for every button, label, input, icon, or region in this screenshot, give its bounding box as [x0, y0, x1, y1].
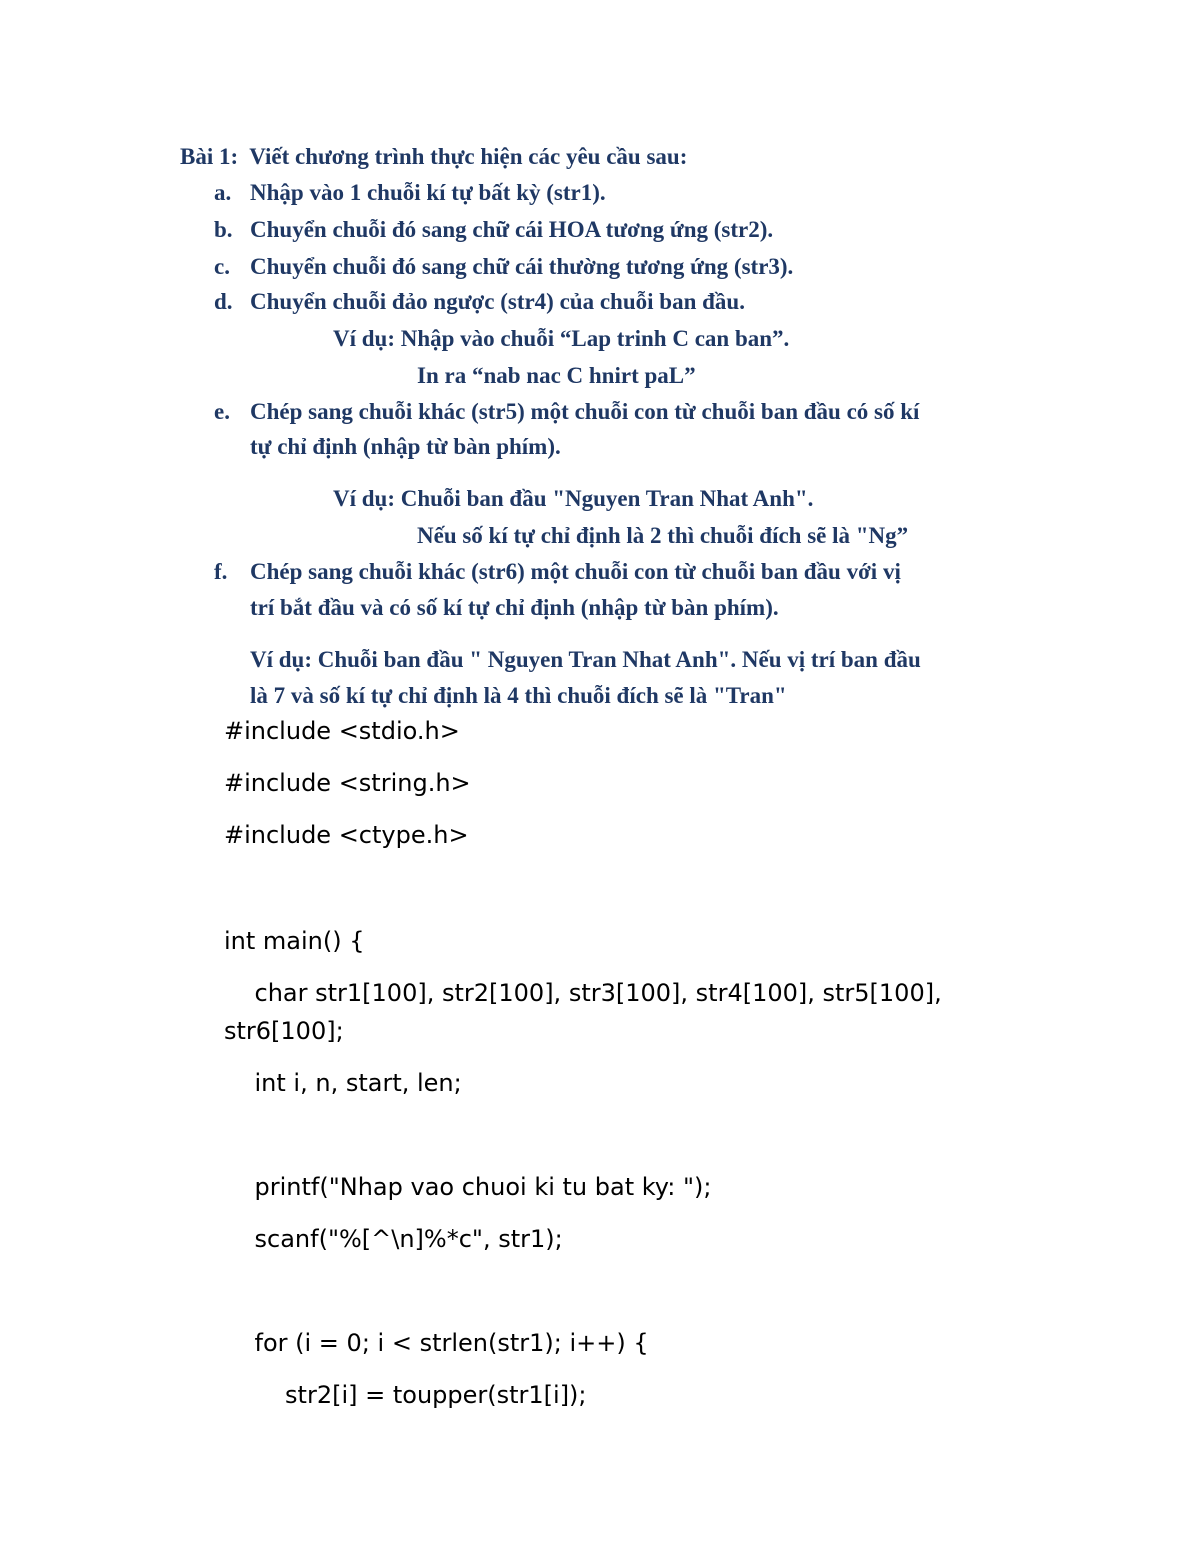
exercise-title: Bài 1: Viết chương trình thực hiện các yêu cầu sau: [180, 144, 688, 169]
example-f-line-2: là 7 và số kí tự chỉ định là 4 thì chuỗi đích sẽ là "Tran" [250, 683, 787, 708]
code-line: str6[100]; [224, 1017, 344, 1045]
item-f-text-2: trí bắt đầu và có số kí tự chỉ định (nhập từ bàn phím). [250, 595, 779, 620]
item-d-label: d. [214, 289, 233, 314]
item-e-label: e. [214, 399, 230, 424]
code-line: scanf("%[^\n]%*c", str1); [224, 1225, 563, 1253]
code-line: #include <ctype.h> [224, 821, 469, 849]
item-b-text: Chuyển chuỗi đó sang chữ cái HOA tương ứng (str2). [250, 217, 774, 242]
code-line: char str1[100], str2[100], str3[100], str4[100], str5[100], [224, 979, 942, 1007]
code-line: str2[i] = toupper(str1[i]); [224, 1381, 587, 1409]
example-f-line-1: Ví dụ: Chuỗi ban đầu " Nguyen Tran Nhat Anh". Nếu vị trí ban đầu [250, 647, 921, 672]
item-f-label: f. [214, 559, 228, 584]
example-d-line-1: Ví dụ: Nhập vào chuỗi “Lap trinh C can ban”. [333, 326, 790, 351]
item-f-text-1: Chép sang chuỗi khác (str6) một chuỗi con từ chuỗi ban đầu với vị [250, 559, 901, 584]
item-e-text-2: tự chỉ định (nhập từ bàn phím). [250, 434, 561, 459]
code-line: #include <string.h> [224, 769, 471, 797]
code-line: int i, n, start, len; [224, 1069, 462, 1097]
item-c-label: c. [214, 254, 230, 279]
item-a-text: Nhập vào 1 chuỗi kí tự bất kỳ (str1). [250, 180, 606, 205]
item-a-label: a. [214, 180, 232, 205]
item-d-text: Chuyển chuỗi đảo ngược (str4) của chuỗi ban đầu. [250, 289, 745, 314]
example-e-line-1: Ví dụ: Chuỗi ban đầu "Nguyen Tran Nhat Anh". [333, 486, 814, 511]
code-line: #include <stdio.h> [224, 717, 460, 745]
example-e-line-2: Nếu số kí tự chỉ định là 2 thì chuỗi đích sẽ là "Ng” [417, 523, 909, 548]
example-d-line-2: In ra “nab nac C hnirt paL” [417, 363, 696, 388]
code-line: printf("Nhap vao chuoi ki tu bat ky: "); [224, 1173, 712, 1201]
item-b-label: b. [214, 217, 233, 242]
item-e-text-1: Chép sang chuỗi khác (str5) một chuỗi con từ chuỗi ban đầu có số kí [250, 399, 920, 424]
code-line: int main() { [224, 927, 365, 955]
item-c-text: Chuyển chuỗi đó sang chữ cái thường tương ứng (str3). [250, 254, 794, 279]
code-line: for (i = 0; i < strlen(str1); i++) { [224, 1329, 649, 1357]
